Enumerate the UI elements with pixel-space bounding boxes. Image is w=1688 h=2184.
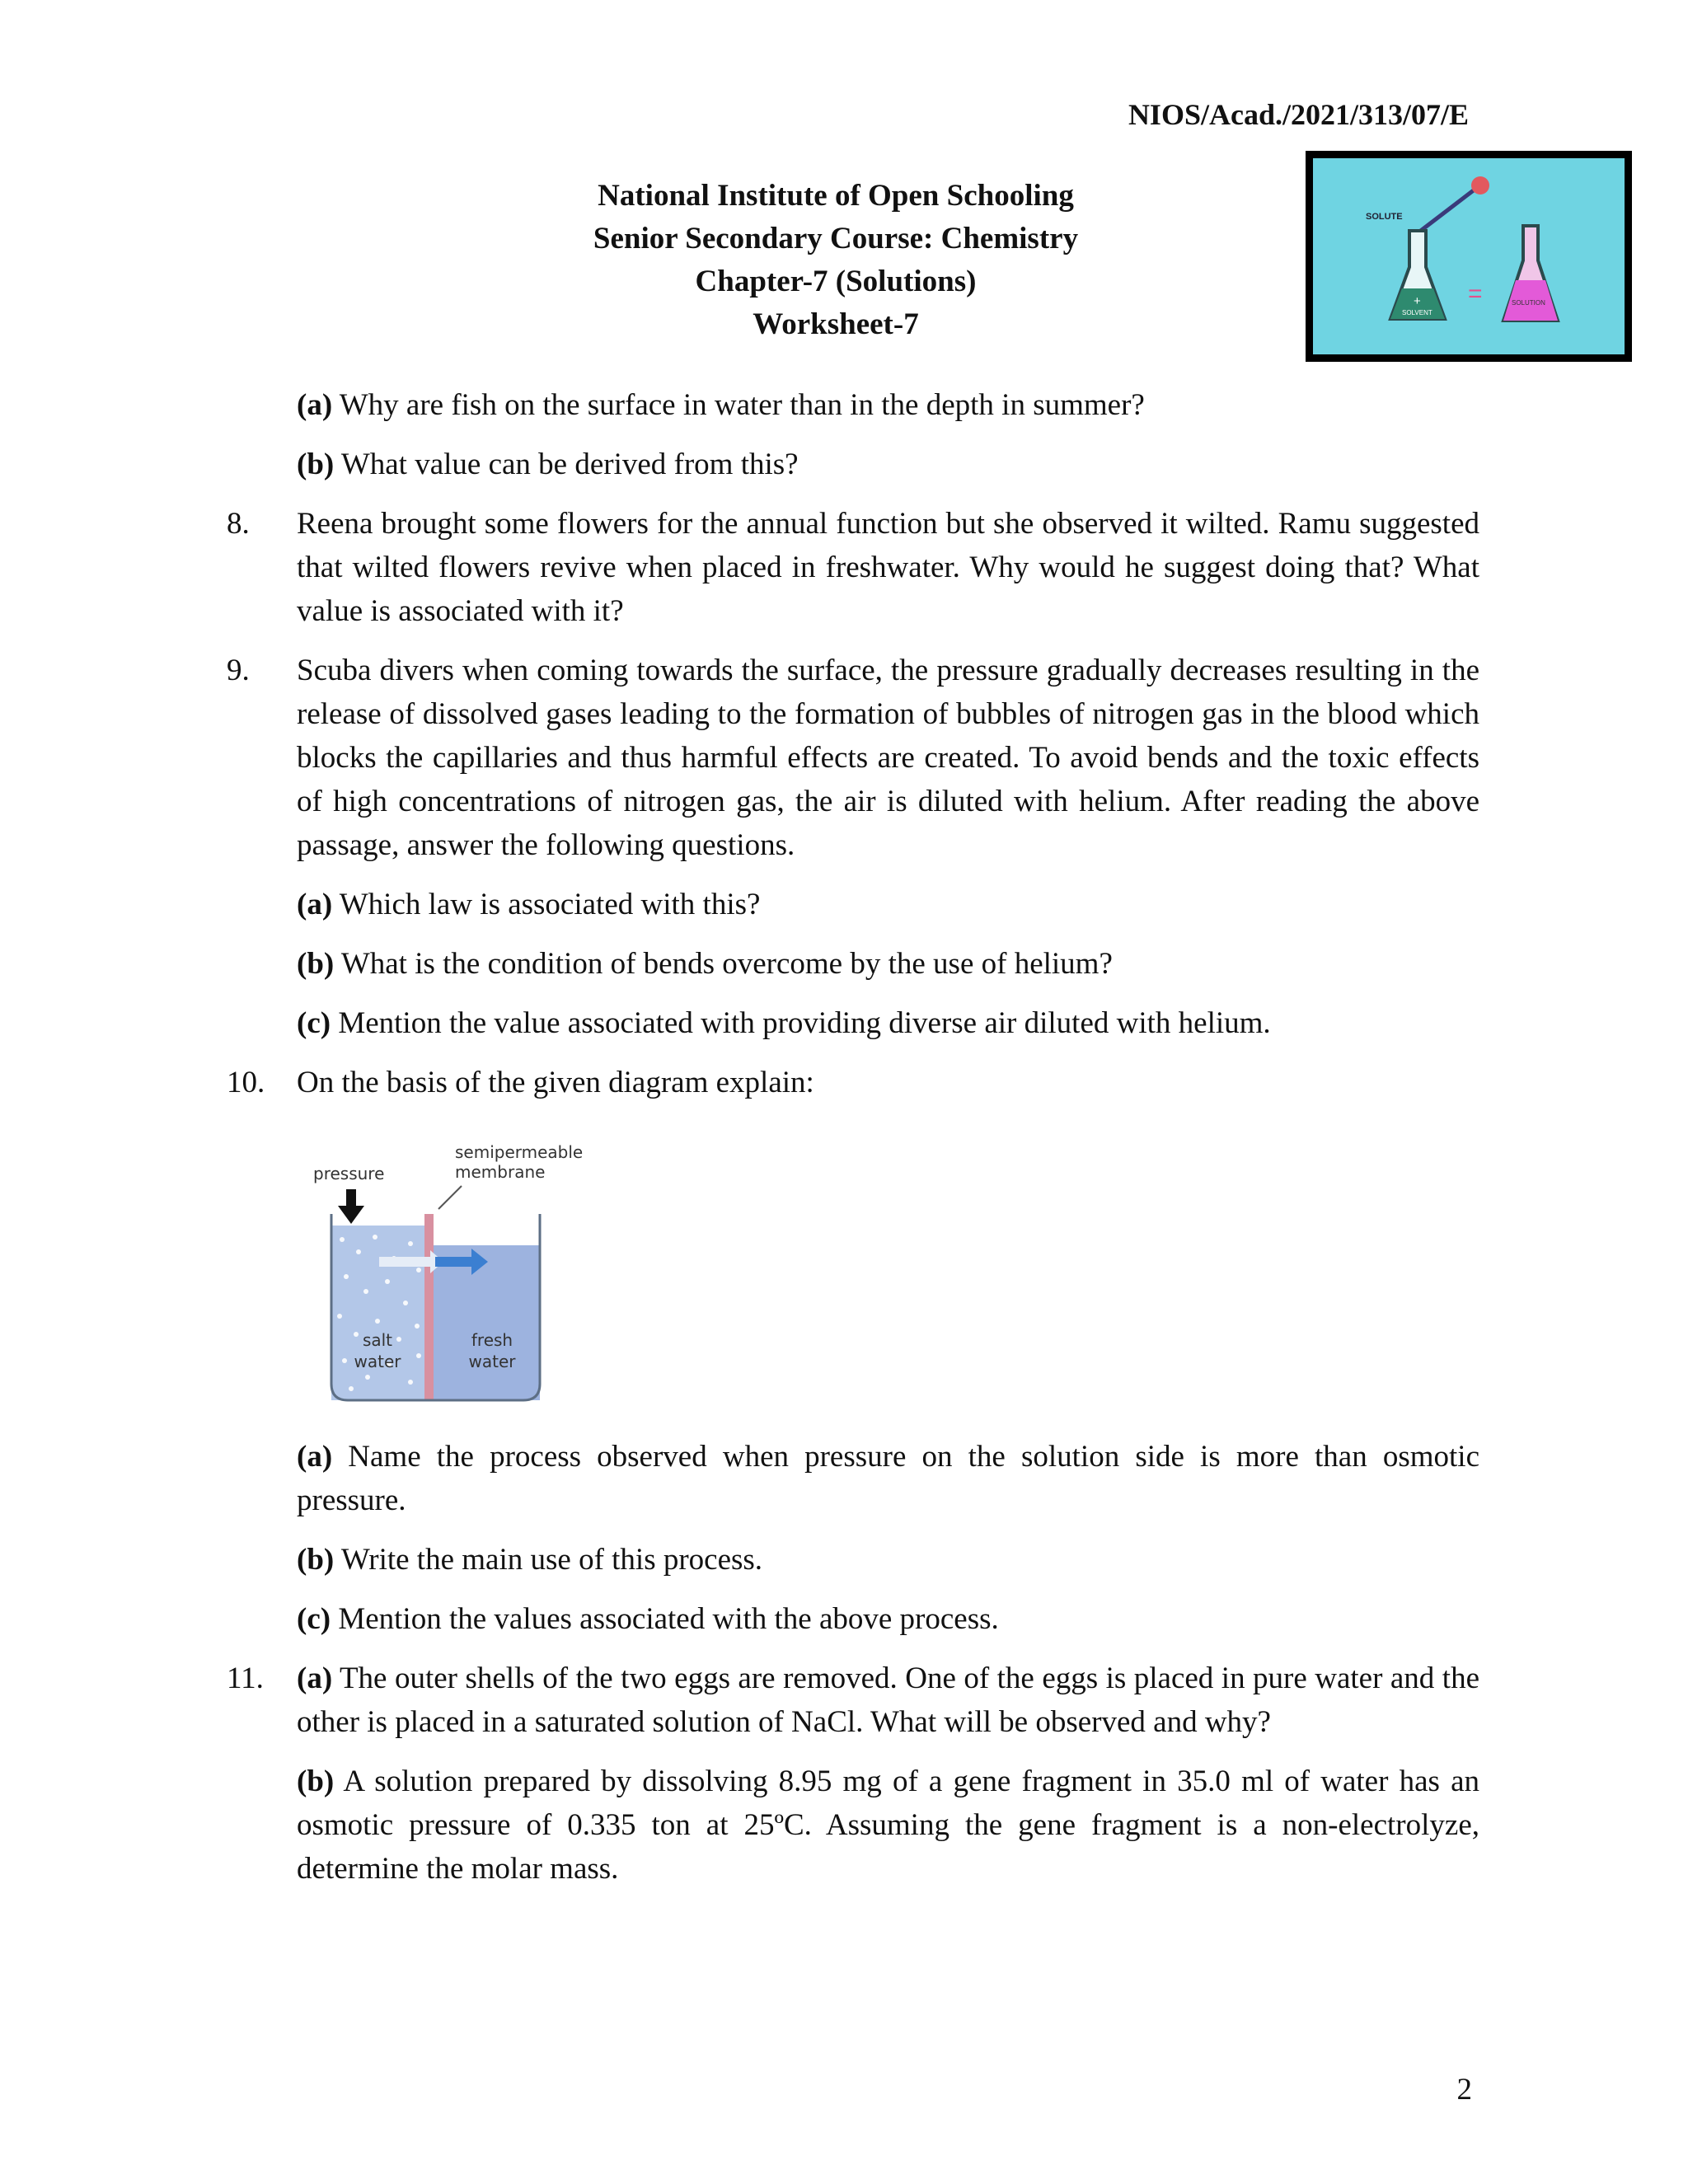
membrane-label-line2: membrane (455, 1162, 546, 1182)
dropper-icon (1414, 176, 1489, 238)
equals-sign: = (1468, 280, 1483, 307)
document-reference: NIOS/Acad./2021/313/07/E (1128, 98, 1469, 131)
institute-name: National Institute of Open Schooling (598, 179, 1074, 213)
salt-water-label-line1: salt (362, 1330, 393, 1350)
q11-part-b: (b) A solution prepared by dissolving 8.95 mg of a gene fragment in 35.0 ml of water has an osmotic pressure of 0.335 ton at 25ºC. Assuming the gene fragment is a non-electrolyze, determine the molar mass. (297, 1765, 1479, 1886)
q9-part-b: (b) What is the condition of bends overcome by the use of helium? (297, 947, 1113, 981)
q7-part-a: (a) Why are fish on the surface in water than in the depth in summer? (297, 388, 1145, 422)
course-name: Senior Secondary Course: Chemistry (593, 222, 1079, 255)
q10-part-c: (c) Mention the values associated with the above process. (297, 1602, 999, 1636)
question-number: 8. (227, 507, 250, 541)
q10-part-b: (b) Write the main use of this process. (297, 1543, 763, 1577)
solution-logo (1306, 151, 1632, 362)
question-10 (227, 1061, 1479, 1104)
solute-label: SOLUTE (1366, 212, 1403, 222)
question-number: 10. (227, 1066, 265, 1099)
question-text: Reena brought some flowers for the annual function but she observed it wilted. Ramu suggested that wilted flowers revive when placed in freshwater. Why would he suggest doing that? What value is associated with it? (297, 507, 1479, 628)
chapter-title: Chapter-7 (Solutions) (695, 265, 977, 298)
salt-water-region (331, 1226, 424, 1400)
membrane-label-line1: semipermeable (455, 1142, 584, 1162)
page-number: 2 (1456, 2073, 1472, 2107)
question-9 (227, 649, 1479, 867)
q11-part-a: (a) The outer shells of the two eggs are removed. One of the eggs is placed in pure water and the other is placed in a saturated solution of NaCl. What will be observed and why? (297, 1661, 1479, 1739)
question-11 (227, 1657, 1479, 1744)
question-text: Scuba divers when coming towards the surface, the pressure gradually decreases resulting in the release of dissolved gases leading to the formation of bubbles of nitrogen gas in the blood which blocks the capillaries and thus harmful effects are created. To avoid bends and the toxic effects of high concentrations of nitrogen gas, the air is diluted with helium. After reading the above passage, answer the following questions. (297, 654, 1479, 862)
solution-label: SOLUTION (1512, 299, 1545, 307)
q10-part-a: (a) Name the process observed when pressure on the solution side is more than osmotic pressure. (297, 1440, 1479, 1517)
fresh-water-label-line1: fresh (471, 1330, 513, 1350)
worksheet-title: Worksheet-7 (753, 307, 919, 341)
semipermeable-membrane (424, 1214, 434, 1400)
solvent-label: SOLVENT (1402, 309, 1432, 316)
osmosis-diagram (297, 1120, 610, 1417)
question-text: On the basis of the given diagram explain: (297, 1066, 814, 1099)
plus-sign: + (1414, 294, 1421, 308)
q9-part-c: (c) Mention the value associated with providing diverse air diluted with helium. (297, 1006, 1271, 1040)
q9-part-a: (a) Which law is associated with this? (297, 888, 761, 921)
fresh-water-label-line2: water (468, 1352, 516, 1371)
worksheet-content (227, 383, 1479, 1906)
question-number: 11. (227, 1661, 264, 1695)
q7-part-b: (b) What value can be derived from this? (297, 448, 799, 481)
pressure-label: pressure (313, 1164, 385, 1183)
salt-water-label-line2: water (354, 1352, 401, 1371)
question-number: 9. (227, 654, 250, 687)
fresh-water-region (433, 1245, 540, 1400)
flask-illustration (1313, 158, 1625, 354)
question-8 (227, 502, 1479, 633)
